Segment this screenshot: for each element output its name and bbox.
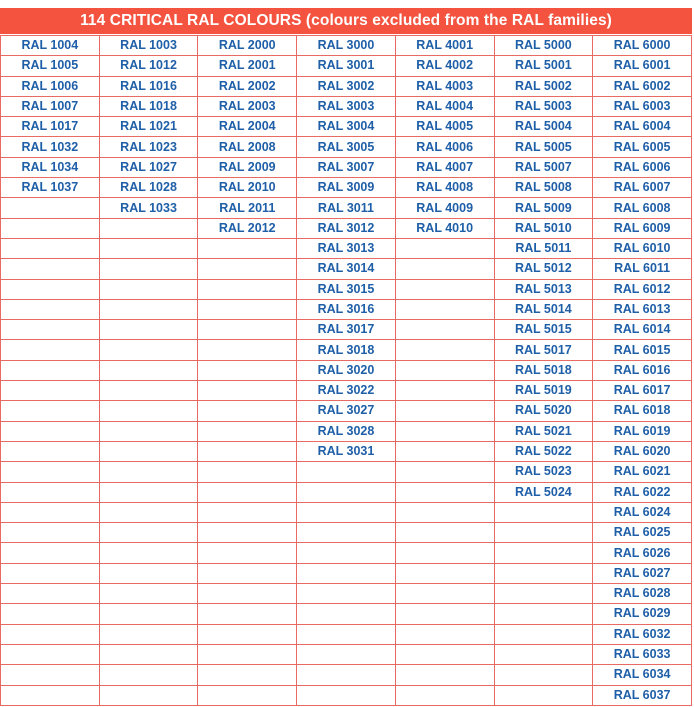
ral-code-cell: [1, 685, 100, 705]
ral-code-cell: [297, 584, 396, 604]
table-row: [1, 96, 692, 116]
ral-code-cell: [395, 563, 494, 583]
ral-code-cell: [494, 584, 593, 604]
ral-code-cell: RAL 2008: [198, 137, 297, 157]
ral-code-cell: RAL 5018: [494, 360, 593, 380]
ral-code-cell: [1, 238, 100, 258]
ral-code-cell: [198, 259, 297, 279]
ral-code-cell: [99, 421, 198, 441]
ral-code-cell: RAL 2003: [198, 96, 297, 116]
ral-code-cell: [395, 502, 494, 522]
ral-code-cell: RAL 6006: [593, 157, 692, 177]
table-row: [1, 604, 692, 624]
table-row: [1, 76, 692, 96]
ral-code-cell: [1, 462, 100, 482]
table-row: [1, 624, 692, 644]
table-row: [1, 482, 692, 502]
ral-code-cell: [198, 624, 297, 644]
ral-code-cell: [99, 502, 198, 522]
ral-code-cell: RAL 5020: [494, 401, 593, 421]
ral-code-cell: [99, 624, 198, 644]
ral-code-cell: RAL 4006: [395, 137, 494, 157]
table-row: [1, 218, 692, 238]
ral-code-cell: [1, 299, 100, 319]
ral-code-cell: [395, 320, 494, 340]
ral-code-cell: RAL 5022: [494, 441, 593, 461]
table-row: [1, 523, 692, 543]
ral-code-cell: RAL 1023: [99, 137, 198, 157]
ral-code-cell: [395, 441, 494, 461]
ral-code-cell: RAL 2000: [198, 36, 297, 56]
ral-code-cell: RAL 1028: [99, 178, 198, 198]
ral-code-cell: [395, 462, 494, 482]
ral-code-cell: [395, 401, 494, 421]
ral-code-cell: [494, 624, 593, 644]
ral-code-cell: RAL 1004: [1, 36, 100, 56]
ral-code-cell: [198, 381, 297, 401]
ral-code-cell: [395, 543, 494, 563]
table-row: [1, 563, 692, 583]
ral-code-cell: RAL 1003: [99, 36, 198, 56]
ral-code-cell: [494, 543, 593, 563]
ral-code-cell: [198, 279, 297, 299]
ral-code-cell: RAL 6007: [593, 178, 692, 198]
ral-code-cell: RAL 3001: [297, 56, 396, 76]
ral-code-cell: RAL 4001: [395, 36, 494, 56]
ral-code-cell: [297, 644, 396, 664]
ral-code-cell: RAL 1017: [1, 117, 100, 137]
ral-code-cell: RAL 1005: [1, 56, 100, 76]
ral-code-cell: RAL 3004: [297, 117, 396, 137]
ral-code-cell: RAL 3016: [297, 299, 396, 319]
table-row: [1, 462, 692, 482]
table-row: [1, 36, 692, 56]
ral-code-cell: RAL 6011: [593, 259, 692, 279]
ral-code-cell: [1, 279, 100, 299]
ral-code-cell: [99, 482, 198, 502]
ral-code-cell: RAL 3011: [297, 198, 396, 218]
ral-code-cell: [1, 360, 100, 380]
ral-code-cell: [198, 441, 297, 461]
ral-code-cell: [494, 665, 593, 685]
table-row: [1, 299, 692, 319]
ral-code-cell: [198, 584, 297, 604]
ral-code-cell: [99, 644, 198, 664]
ral-code-cell: [1, 523, 100, 543]
table-row: [1, 665, 692, 685]
ral-code-cell: [1, 563, 100, 583]
table-row: [1, 198, 692, 218]
table-row: [1, 137, 692, 157]
ral-code-cell: RAL 1021: [99, 117, 198, 137]
ral-code-cell: RAL 4008: [395, 178, 494, 198]
ral-code-cell: [395, 360, 494, 380]
ral-code-cell: [198, 685, 297, 705]
ral-code-cell: [494, 644, 593, 664]
ral-code-cell: [395, 279, 494, 299]
ral-code-cell: [494, 523, 593, 543]
ral-code-cell: [99, 441, 198, 461]
ral-code-cell: RAL 1006: [1, 76, 100, 96]
ral-code-cell: [198, 482, 297, 502]
ral-code-cell: RAL 5010: [494, 218, 593, 238]
ral-code-cell: [198, 238, 297, 258]
table-row: [1, 502, 692, 522]
ral-code-cell: [198, 340, 297, 360]
table-row: [1, 543, 692, 563]
ral-code-cell: RAL 6021: [593, 462, 692, 482]
ral-code-cell: [395, 238, 494, 258]
ral-code-cell: RAL 6018: [593, 401, 692, 421]
ral-code-cell: [395, 421, 494, 441]
ral-code-cell: [99, 401, 198, 421]
ral-code-cell: [494, 502, 593, 522]
ral-code-cell: [395, 624, 494, 644]
table-row: [1, 117, 692, 137]
ral-code-cell: [198, 421, 297, 441]
ral-code-cell: RAL 6015: [593, 340, 692, 360]
ral-code-cell: [297, 624, 396, 644]
ral-code-cell: [198, 543, 297, 563]
ral-code-cell: RAL 3017: [297, 320, 396, 340]
ral-code-cell: RAL 4002: [395, 56, 494, 76]
ral-code-cell: RAL 1007: [1, 96, 100, 116]
ral-code-cell: [99, 543, 198, 563]
ral-code-cell: [1, 340, 100, 360]
ral-code-cell: [1, 218, 100, 238]
ral-code-cell: [1, 381, 100, 401]
ral-code-cell: [99, 238, 198, 258]
ral-code-cell: RAL 2001: [198, 56, 297, 76]
ral-code-cell: [198, 299, 297, 319]
ral-code-cell: RAL 3003: [297, 96, 396, 116]
ral-code-cell: RAL 3022: [297, 381, 396, 401]
table-title: 114 CRITICAL RAL COLOURS (colours excluded from the RAL families): [0, 8, 692, 34]
ral-code-cell: [1, 259, 100, 279]
ral-code-cell: [198, 644, 297, 664]
ral-code-cell: [395, 584, 494, 604]
ral-code-cell: RAL 6004: [593, 117, 692, 137]
ral-code-cell: [1, 665, 100, 685]
table-row: [1, 401, 692, 421]
ral-code-cell: RAL 3014: [297, 259, 396, 279]
ral-code-cell: [198, 360, 297, 380]
ral-code-cell: RAL 6008: [593, 198, 692, 218]
ral-code-cell: [198, 563, 297, 583]
table-row: [1, 685, 692, 705]
ral-code-cell: [198, 320, 297, 340]
ral-code-cell: RAL 3028: [297, 421, 396, 441]
ral-code-cell: RAL 6010: [593, 238, 692, 258]
ral-code-cell: RAL 4007: [395, 157, 494, 177]
ral-code-cell: RAL 6012: [593, 279, 692, 299]
ral-code-cell: [99, 299, 198, 319]
table-row: [1, 238, 692, 258]
ral-code-cell: RAL 6020: [593, 441, 692, 461]
ral-code-cell: [1, 441, 100, 461]
ral-code-cell: RAL 3018: [297, 340, 396, 360]
ral-code-cell: RAL 6002: [593, 76, 692, 96]
ral-code-cell: RAL 3005: [297, 137, 396, 157]
ral-code-cell: RAL 5007: [494, 157, 593, 177]
ral-code-cell: [99, 584, 198, 604]
ral-code-cell: RAL 2009: [198, 157, 297, 177]
ral-code-cell: [198, 665, 297, 685]
ral-code-cell: RAL 6001: [593, 56, 692, 76]
ral-code-cell: [99, 665, 198, 685]
table-row: [1, 584, 692, 604]
ral-code-cell: RAL 5019: [494, 381, 593, 401]
table-row: [1, 644, 692, 664]
ral-code-cell: [297, 665, 396, 685]
ral-code-cell: [297, 563, 396, 583]
ral-code-cell: [1, 543, 100, 563]
ral-code-cell: [395, 665, 494, 685]
ral-code-cell: RAL 3027: [297, 401, 396, 421]
ral-code-cell: RAL 5012: [494, 259, 593, 279]
table-row: [1, 320, 692, 340]
ral-code-cell: RAL 5001: [494, 56, 593, 76]
ral-code-cell: [99, 320, 198, 340]
table-row: [1, 178, 692, 198]
ral-code-cell: RAL 6032: [593, 624, 692, 644]
ral-code-cell: RAL 1016: [99, 76, 198, 96]
ral-code-cell: RAL 1034: [1, 157, 100, 177]
ral-code-cell: [297, 482, 396, 502]
ral-code-cell: RAL 1033: [99, 198, 198, 218]
ral-code-cell: [297, 523, 396, 543]
ral-code-cell: RAL 6016: [593, 360, 692, 380]
ral-code-cell: RAL 6033: [593, 644, 692, 664]
ral-code-cell: [1, 421, 100, 441]
ral-code-cell: [99, 218, 198, 238]
ral-code-cell: [395, 299, 494, 319]
ral-code-cell: [1, 644, 100, 664]
ral-code-cell: RAL 1037: [1, 178, 100, 198]
ral-code-cell: RAL 3020: [297, 360, 396, 380]
ral-code-cell: RAL 2002: [198, 76, 297, 96]
ral-code-cell: RAL 4003: [395, 76, 494, 96]
ral-code-cell: [395, 604, 494, 624]
ral-code-cell: [198, 604, 297, 624]
ral-code-cell: [395, 381, 494, 401]
ral-code-cell: RAL 5009: [494, 198, 593, 218]
table-row: [1, 157, 692, 177]
ral-code-cell: RAL 3015: [297, 279, 396, 299]
table-row: [1, 279, 692, 299]
ral-code-cell: [198, 462, 297, 482]
ral-code-cell: RAL 6026: [593, 543, 692, 563]
ral-code-cell: [395, 259, 494, 279]
ral-code-cell: [99, 523, 198, 543]
ral-code-cell: [297, 502, 396, 522]
ral-code-cell: [99, 340, 198, 360]
ral-code-cell: RAL 3012: [297, 218, 396, 238]
ral-code-cell: [99, 462, 198, 482]
ral-code-cell: [395, 523, 494, 543]
ral-code-cell: RAL 6000: [593, 36, 692, 56]
ral-code-cell: [99, 279, 198, 299]
ral-code-cell: [99, 604, 198, 624]
table-row: [1, 360, 692, 380]
ral-code-cell: RAL 5004: [494, 117, 593, 137]
ral-code-cell: RAL 2004: [198, 117, 297, 137]
ral-code-cell: [1, 482, 100, 502]
ral-code-cell: RAL 3009: [297, 178, 396, 198]
ral-code-cell: [395, 644, 494, 664]
ral-code-cell: [395, 340, 494, 360]
ral-code-cell: RAL 6009: [593, 218, 692, 238]
ral-code-cell: [1, 604, 100, 624]
ral-code-cell: RAL 1018: [99, 96, 198, 116]
ral-code-cell: RAL 3007: [297, 157, 396, 177]
ral-code-cell: RAL 3000: [297, 36, 396, 56]
ral-code-cell: [297, 462, 396, 482]
ral-code-cell: [198, 502, 297, 522]
ral-code-cell: [99, 360, 198, 380]
ral-code-cell: RAL 5024: [494, 482, 593, 502]
ral-code-cell: RAL 6022: [593, 482, 692, 502]
ral-code-cell: RAL 6013: [593, 299, 692, 319]
ral-code-cell: [1, 320, 100, 340]
ral-code-cell: [494, 604, 593, 624]
ral-code-cell: [99, 563, 198, 583]
table-row: [1, 441, 692, 461]
ral-code-cell: RAL 5002: [494, 76, 593, 96]
ral-code-cell: RAL 3031: [297, 441, 396, 461]
ral-code-cell: RAL 6025: [593, 523, 692, 543]
table-row: [1, 259, 692, 279]
ral-code-cell: RAL 2011: [198, 198, 297, 218]
table-row: [1, 340, 692, 360]
ral-code-cell: RAL 6034: [593, 665, 692, 685]
ral-code-cell: RAL 6027: [593, 563, 692, 583]
ral-code-cell: [395, 685, 494, 705]
ral-code-cell: [494, 563, 593, 583]
ral-code-cell: RAL 6003: [593, 96, 692, 116]
table-row: [1, 56, 692, 76]
ral-code-cell: [297, 685, 396, 705]
ral-code-cell: RAL 5013: [494, 279, 593, 299]
ral-colour-table-body: [1, 36, 692, 706]
ral-code-cell: RAL 5017: [494, 340, 593, 360]
ral-code-cell: RAL 6037: [593, 685, 692, 705]
ral-code-cell: RAL 1032: [1, 137, 100, 157]
ral-code-cell: RAL 6017: [593, 381, 692, 401]
table-row: [1, 381, 692, 401]
ral-code-cell: [198, 523, 297, 543]
ral-code-cell: RAL 4010: [395, 218, 494, 238]
ral-code-cell: RAL 5003: [494, 96, 593, 116]
ral-code-cell: [99, 685, 198, 705]
ral-code-cell: [1, 624, 100, 644]
ral-code-cell: RAL 6028: [593, 584, 692, 604]
ral-code-cell: RAL 3013: [297, 238, 396, 258]
ral-code-cell: [99, 259, 198, 279]
ral-code-cell: RAL 5021: [494, 421, 593, 441]
ral-code-cell: RAL 6019: [593, 421, 692, 441]
ral-code-cell: RAL 5014: [494, 299, 593, 319]
ral-code-cell: RAL 5011: [494, 238, 593, 258]
ral-code-cell: RAL 6005: [593, 137, 692, 157]
ral-code-cell: RAL 5005: [494, 137, 593, 157]
ral-code-cell: RAL 5000: [494, 36, 593, 56]
ral-code-cell: [99, 381, 198, 401]
ral-code-cell: RAL 4009: [395, 198, 494, 218]
ral-code-cell: [1, 401, 100, 421]
ral-code-cell: RAL 2012: [198, 218, 297, 238]
ral-code-cell: [494, 685, 593, 705]
ral-code-cell: [1, 502, 100, 522]
ral-code-cell: RAL 6029: [593, 604, 692, 624]
ral-code-cell: RAL 1012: [99, 56, 198, 76]
ral-code-cell: RAL 5015: [494, 320, 593, 340]
ral-code-cell: [395, 482, 494, 502]
ral-code-cell: RAL 2010: [198, 178, 297, 198]
ral-code-cell: [198, 401, 297, 421]
ral-code-cell: RAL 3002: [297, 76, 396, 96]
ral-code-cell: RAL 6014: [593, 320, 692, 340]
ral-code-cell: [297, 604, 396, 624]
ral-code-cell: RAL 1027: [99, 157, 198, 177]
table-row: [1, 421, 692, 441]
ral-code-cell: [1, 198, 100, 218]
ral-code-cell: [297, 543, 396, 563]
ral-code-cell: RAL 5023: [494, 462, 593, 482]
ral-code-cell: [1, 584, 100, 604]
ral-code-cell: RAL 6024: [593, 502, 692, 522]
ral-colour-table: [0, 35, 692, 706]
ral-code-cell: RAL 5008: [494, 178, 593, 198]
ral-code-cell: RAL 4005: [395, 117, 494, 137]
ral-code-cell: RAL 4004: [395, 96, 494, 116]
